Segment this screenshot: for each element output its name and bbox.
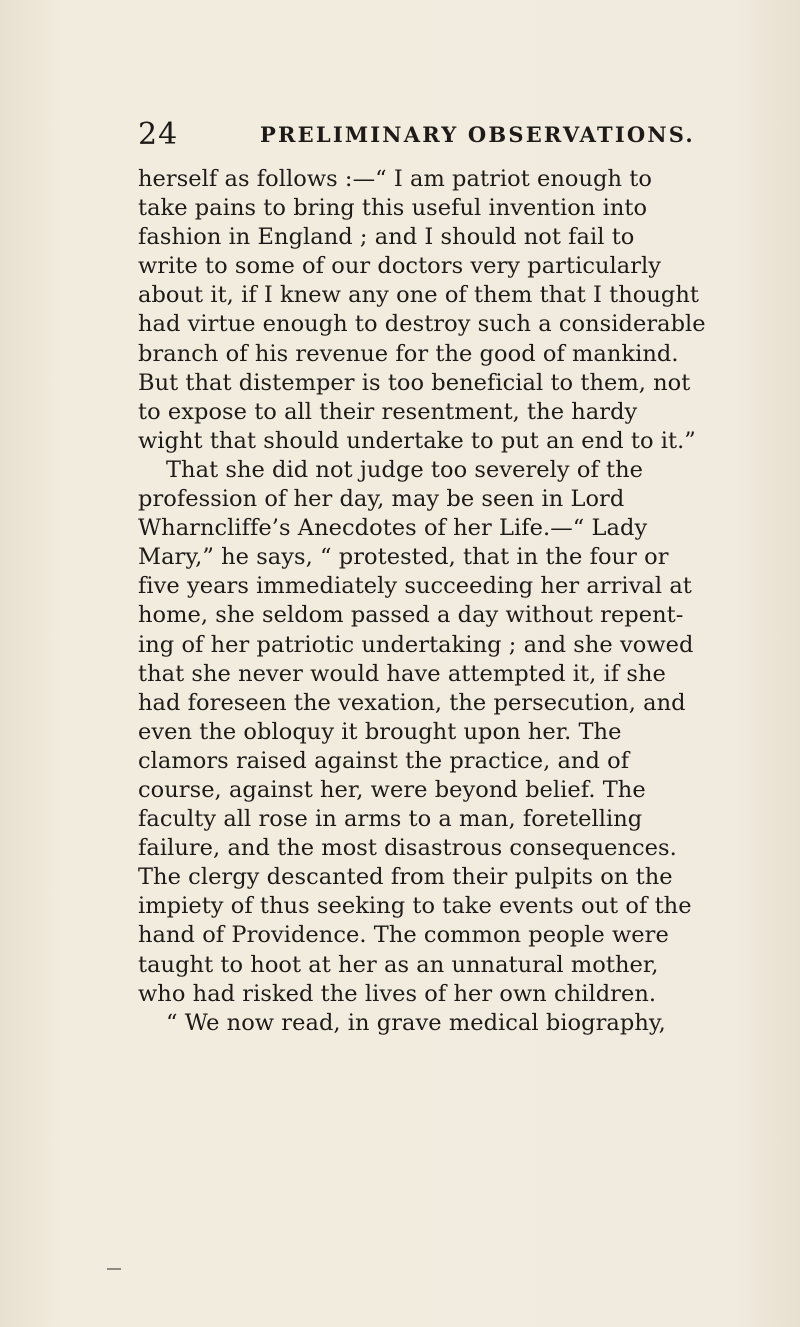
page-number: 24 bbox=[138, 117, 179, 152]
text-line-25: The clergy descanted from their pulpits on the bbox=[138, 864, 673, 891]
text-line-15: five years immediately succeeding her arrival at bbox=[138, 573, 692, 600]
text-line-20: even the obloquy it brought upon her. The bbox=[138, 718, 622, 745]
page-header bbox=[138, 118, 698, 152]
text-line-27: hand of Providence. The common people were bbox=[138, 922, 669, 949]
text-line-6: had virtue enough to destroy such a considerable bbox=[138, 311, 706, 338]
text-line-16: home, she seldom passed a day without repent- bbox=[138, 602, 684, 629]
text-line-13: Wharncliffe’s Anecdotes of her Life.—“ Lady bbox=[138, 515, 648, 542]
text-line-10: wight that should undertake to put an end to it.” bbox=[138, 427, 696, 454]
text-line-8: But that distemper is too beneficial to them, not bbox=[138, 369, 691, 396]
text-line-19: had foreseen the vexation, the persecution, and bbox=[138, 689, 686, 716]
text-line-11: That she did not judge too severely of the bbox=[166, 456, 644, 483]
running-head: PRELIMINARY OBSERVATIONS. bbox=[260, 122, 695, 147]
text-line-21: clamors raised against the practice, and of bbox=[138, 747, 630, 774]
text-line-30: “ We now read, in grave medical biography, bbox=[166, 1009, 666, 1036]
text-line-28: taught to hoot at her as an unnatural mother, bbox=[138, 951, 659, 978]
text-line-22: course, against her, were beyond belief. The bbox=[138, 776, 646, 803]
text-line-9: to expose to all their resentment, the hardy bbox=[138, 398, 638, 425]
text-line-24: failure, and the most disastrous consequences. bbox=[138, 835, 677, 862]
text-line-4: write to some of our doctors very particularly bbox=[138, 253, 662, 280]
text-line-2: take pains to bring this useful invention into bbox=[138, 195, 648, 222]
text-line-26: impiety of thus seeking to take events out of the bbox=[138, 893, 692, 920]
text-line-5: about it, if I knew any one of them that I thought bbox=[138, 282, 699, 309]
margin-mark bbox=[107, 1268, 121, 1270]
text-line-23: faculty all rose in arms to a man, foretelling bbox=[138, 806, 643, 833]
text-line-17: ing of her patriotic undertaking ; and she vowed bbox=[138, 631, 694, 658]
text-line-14: Mary,” he says, “ protested, that in the four or bbox=[138, 544, 669, 571]
body-text bbox=[138, 165, 750, 1038]
text-line-7: branch of his revenue for the good of mankind. bbox=[138, 340, 679, 367]
text-line-29: who had risked the lives of her own children. bbox=[138, 980, 657, 1007]
text-line-12: profession of her day, may be seen in Lord bbox=[138, 486, 625, 513]
text-line-1: herself as follows :—“ I am patriot enough to bbox=[138, 166, 652, 192]
text-line-18: that she never would have attempted it, if she bbox=[138, 660, 666, 687]
text-line-3: fashion in England ; and I should not fail to bbox=[138, 224, 635, 251]
